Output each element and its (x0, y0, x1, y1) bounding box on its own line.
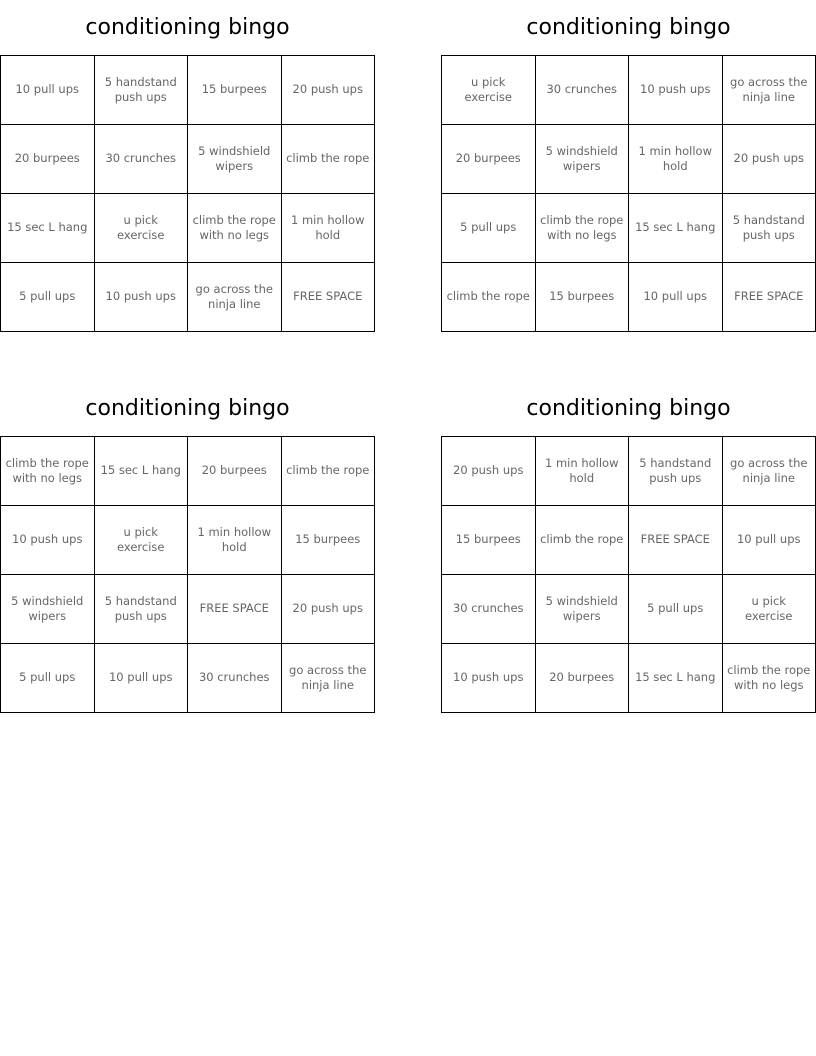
bingo-cell: 15 sec L hang (1, 194, 95, 263)
grid-row (1, 575, 375, 644)
bingo-cell: 20 burpees (442, 125, 536, 194)
grid-row (1, 437, 375, 506)
bingo-cell: 30 crunches (535, 56, 629, 125)
grid-row (442, 194, 816, 263)
bingo-cell: 5 pull ups (1, 644, 95, 713)
bingo-cell: 20 burpees (535, 644, 629, 713)
bingo-cell: 20 push ups (442, 437, 536, 506)
bingo-grid (0, 436, 375, 713)
bingo-cell: climb the rope with no legs (722, 644, 816, 713)
bingo-cell: 15 burpees (281, 506, 375, 575)
bingo-cell: 1 min hollow hold (188, 506, 282, 575)
bingo-cell: 5 handstand push ups (722, 194, 816, 263)
bingo-cell: 1 min hollow hold (281, 194, 375, 263)
grid-row (442, 437, 816, 506)
bingo-cell: 10 push ups (629, 56, 723, 125)
bingo-card-4 (441, 381, 816, 713)
bingo-cell: 10 push ups (94, 263, 188, 332)
bingo-cell: u pick exercise (94, 194, 188, 263)
grid-row (1, 506, 375, 575)
bingo-cell: 5 handstand push ups (94, 56, 188, 125)
bingo-cell: climb the rope with no legs (188, 194, 282, 263)
grid-row (442, 56, 816, 125)
bingo-cell: 20 push ups (281, 575, 375, 644)
bingo-cell: 30 crunches (442, 575, 536, 644)
bingo-cell: 20 burpees (188, 437, 282, 506)
bingo-grid (441, 55, 816, 332)
bingo-cell: climb the rope (442, 263, 536, 332)
bingo-cell: 15 burpees (442, 506, 536, 575)
grid-row (442, 575, 816, 644)
bingo-cell: 5 windshield wipers (535, 575, 629, 644)
bingo-cell: 10 push ups (1, 506, 95, 575)
bingo-cell: go across the ninja line (281, 644, 375, 713)
bingo-cell: 5 pull ups (629, 575, 723, 644)
bingo-cell: 5 handstand push ups (629, 437, 723, 506)
grid-row (442, 263, 816, 332)
bingo-cell: 10 pull ups (94, 644, 188, 713)
grid-row (1, 56, 375, 125)
bingo-cell: 5 pull ups (442, 194, 536, 263)
bingo-cell: 20 push ups (722, 125, 816, 194)
bingo-cell: 15 sec L hang (629, 644, 723, 713)
card-title: conditioning bingo (526, 15, 731, 40)
card-title: conditioning bingo (85, 15, 290, 40)
bingo-cell: 30 crunches (188, 644, 282, 713)
grid-row (1, 644, 375, 713)
bingo-cell: 15 sec L hang (94, 437, 188, 506)
card-title: conditioning bingo (526, 396, 731, 421)
bingo-cell: 1 min hollow hold (535, 437, 629, 506)
free-space-cell: FREE SPACE (188, 575, 282, 644)
grid-row (1, 263, 375, 332)
bingo-cell: climb the rope (281, 437, 375, 506)
grid-row (442, 506, 816, 575)
bingo-cell: climb the rope with no legs (535, 194, 629, 263)
bingo-cell: 5 windshield wipers (1, 575, 95, 644)
bingo-cell: u pick exercise (722, 575, 816, 644)
bingo-cell: 10 pull ups (722, 506, 816, 575)
bingo-cell: climb the rope (281, 125, 375, 194)
bingo-card-1 (0, 0, 375, 332)
bingo-cell: 30 crunches (94, 125, 188, 194)
bingo-cell: 5 pull ups (1, 263, 95, 332)
grid-row (442, 644, 816, 713)
free-space-cell: FREE SPACE (722, 263, 816, 332)
bingo-cell: 15 burpees (188, 56, 282, 125)
bingo-cell: go across the ninja line (722, 56, 816, 125)
bingo-cell: climb the rope (535, 506, 629, 575)
free-space-cell: FREE SPACE (629, 506, 723, 575)
bingo-cell: u pick exercise (442, 56, 536, 125)
bingo-grid (441, 436, 816, 713)
bingo-cell: 5 windshield wipers (188, 125, 282, 194)
bingo-cell: go across the ninja line (188, 263, 282, 332)
bingo-cell: u pick exercise (94, 506, 188, 575)
bingo-cell: 10 push ups (442, 644, 536, 713)
bingo-card-2 (441, 0, 816, 332)
bingo-cell: climb the rope with no legs (1, 437, 95, 506)
bingo-cell: 15 sec L hang (629, 194, 723, 263)
grid-row (442, 125, 816, 194)
bingo-cell: 15 burpees (535, 263, 629, 332)
grid-row (1, 125, 375, 194)
free-space-cell: FREE SPACE (281, 263, 375, 332)
bingo-cell: 10 pull ups (1, 56, 95, 125)
bingo-cell: 20 push ups (281, 56, 375, 125)
bingo-cell: 1 min hollow hold (629, 125, 723, 194)
grid-row (1, 194, 375, 263)
bingo-card-3 (0, 381, 375, 713)
bingo-cell: go across the ninja line (722, 437, 816, 506)
bingo-cell: 10 pull ups (629, 263, 723, 332)
bingo-grid (0, 55, 375, 332)
card-title: conditioning bingo (85, 396, 290, 421)
bingo-cell: 20 burpees (1, 125, 95, 194)
bingo-cell: 5 handstand push ups (94, 575, 188, 644)
bingo-cell: 5 windshield wipers (535, 125, 629, 194)
